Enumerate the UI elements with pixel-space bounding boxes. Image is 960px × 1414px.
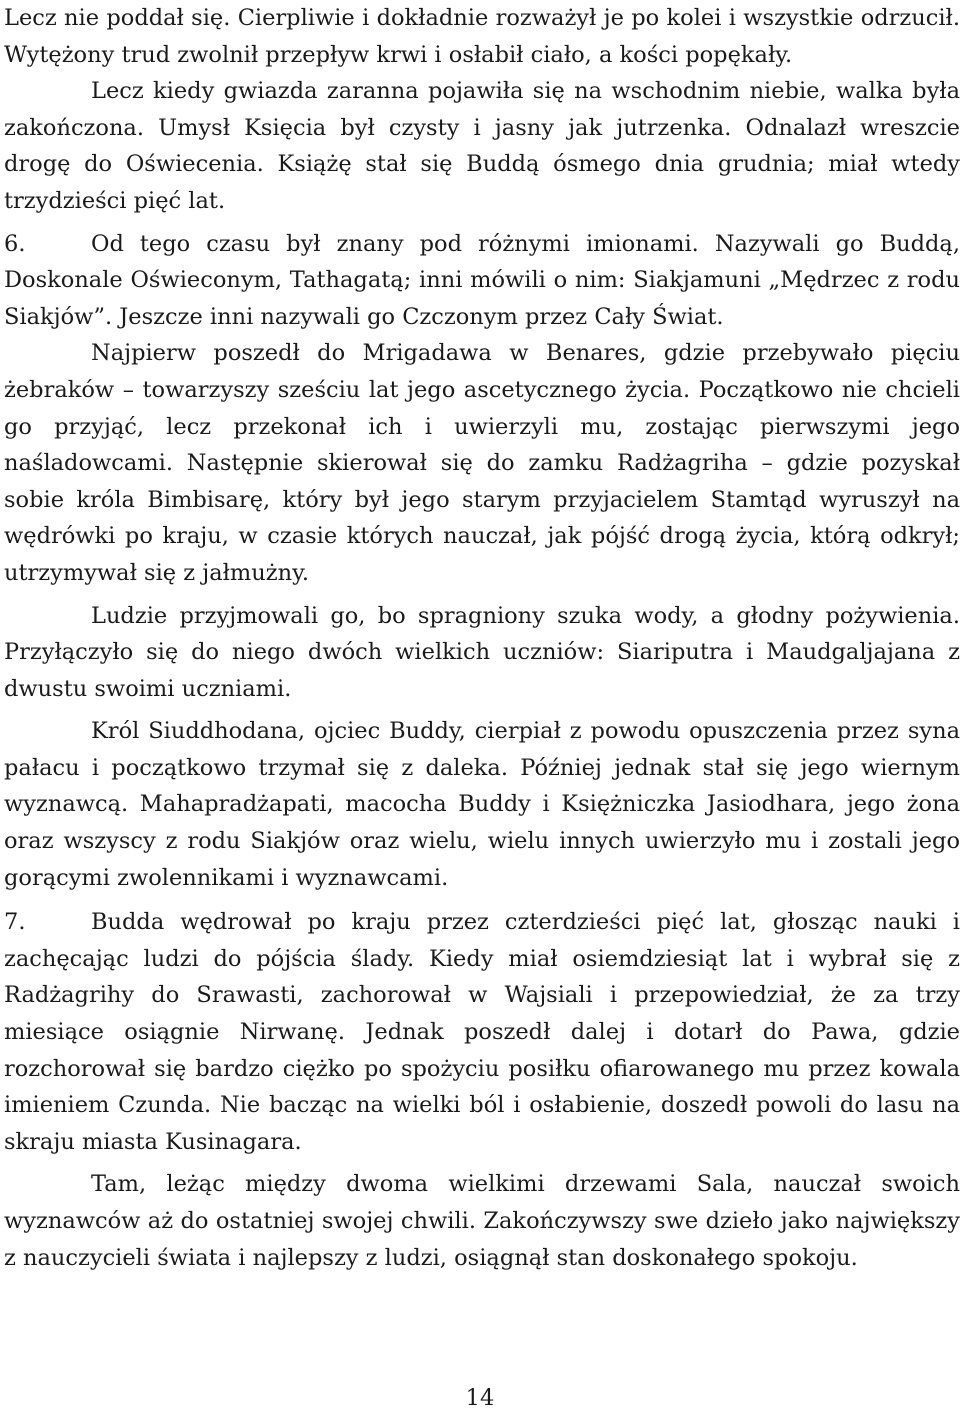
- paragraph-1: Lecz nie poddał się. Cierpliwie i dokładnie rozważył je po kolei i wszystkie odrzucił. Wytężony trud zwolnił przepływ krwi i osłabił ciało, a kości popękały.: [4, 5, 960, 68]
- paragraph-2: Lecz kiedy gwiazda zaranna pojawiła się na wschodnim niebie, walka była zakończona. Umysł Księcia był czysty i jasny jak jutrzenka. Odnalazł wreszcie drogę do Oświecenia. Książę stał się Buddą ósmego dnia grudnia; miał wtedy trzydzieści pięć lat.: [4, 78, 960, 214]
- paragraph-5: Ludzie przyjmowali go, bo spragniony szuka wody, a głodny pożywienia. Przyłączyło się do niego dwóch wielkich uczniów: Siariputra i Maudgaljajana z dwustu swoimi uczniami.: [4, 602, 960, 702]
- section-7: [4, 904, 960, 1160]
- section-7-text: Budda wędrował po kraju przez czterdzieści pięć lat, głosząc nauki i zachęcając ludzi do pójścia ślady. Kiedy miał osiemdziesiąt lat i wybrał się z Radżagrihy do Srawasti, zachorował w Wajsiali i przepowiedział, że za trzy miesiące osiągnie Nirwanę. Jednak poszedł dalej i dotarł do Pawa, gdzie rozchorował się bardzo ciężko po spożyciu posiłku ofiarowanego mu przez kowala imieniem Czunda. Nie bacząc na wielki ból i osłabienie, doszedł powoli do lasu na skraju miasta Kusinagara.: [4, 909, 960, 1155]
- paragraph-8: Tam, leżąc między dwoma wielkimi drzewami Sala, nauczał swoich wyznawców aż do ostatniej swojej chwili. Zakończywszy swe dzieło jako największy z nauczycieli świata i najlepszy z ludzi, osiągnął stan doskonałego spokoju.: [4, 1171, 960, 1271]
- paragraph-4: Najpierw poszedł do Mrigadawa w Benares, gdzie przebywało pięciu żebraków – towarzyszy sześciu lat jego ascetycznego życia. Początkowo nie chcieli go przyjąć, lecz przekonał ich i uwierzyli mu, zostając pierwszymi jego naśladowcami. Następnie skierował się do zamku Radżagriha – gdzie pozyskał sobie króla Bimbisarę, który był jego starym przyjacielem Stamtąd wyruszył na wędrówki po kraju, w czasie których nauczał, jak pójść drogą życia, którą odkrył; utrzymywał się z jałmużny.: [4, 340, 960, 586]
- section-6-number: 6.: [4, 230, 26, 257]
- section-6: [4, 226, 960, 336]
- page-body: [4, 0, 960, 1276]
- page-number: 14: [465, 1385, 495, 1411]
- section-6-text: Od tego czasu był znany pod różnymi imionami. Nazywali go Buddą, Doskonale Oświeconym, Tathagatą; inni mówili o nim: Siakjamuni „Mędrzec z rodu Siakjów”. Jeszcze inni nazywali go Czczonym przez Cały Świat.: [4, 230, 960, 330]
- section-7-number: 7.: [4, 909, 26, 936]
- paragraph-6: Król Siuddhodana, ojciec Buddy, cierpiał z powodu opuszczenia przez syna pałacu i początkowo trzymał się z daleka. Później jednak stał się jego wiernym wyznawcą. Mahapradżapati, macocha Buddy i Księżniczka Jasiodhara, jego żona oraz wszyscy z rodu Siakjów oraz wielu, wielu innych uwierzyło mu i zostali jego gorącymi zwolennikami i wyznawcami.: [4, 718, 960, 891]
